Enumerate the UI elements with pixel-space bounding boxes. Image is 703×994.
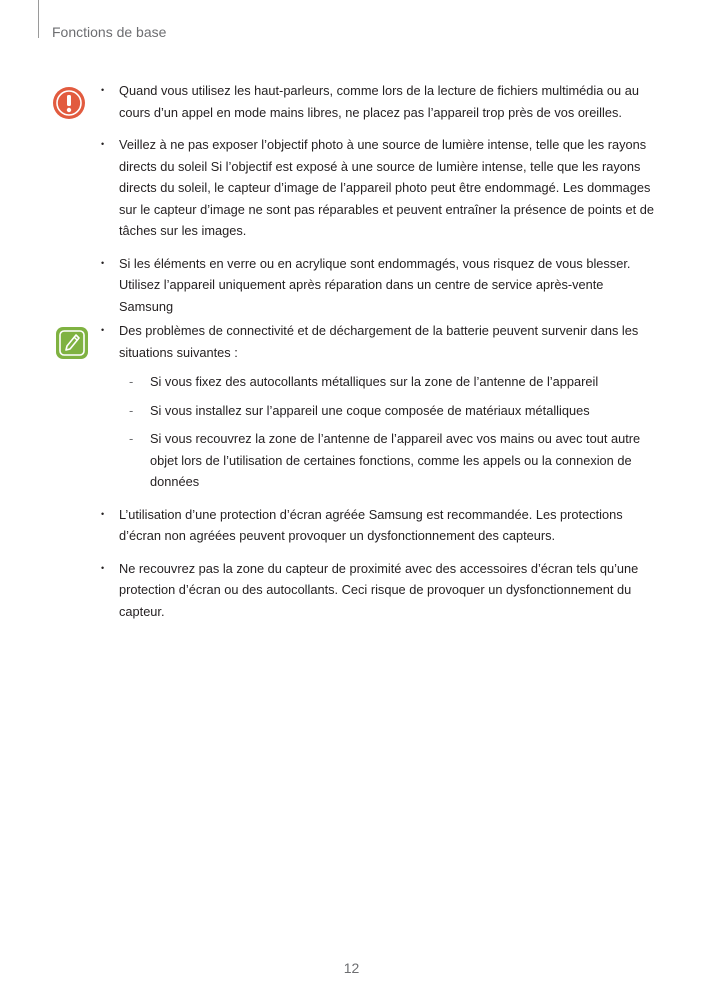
warning-exclamation-icon <box>52 86 86 120</box>
warning-item: • Si les éléments en verre ou en acrylique sont endommagés, vous risquez de vous blesser. Utilisez l’appareil uniquement après réparation dans un centre de service après-vente Samsung <box>101 253 661 318</box>
note-subitem: - Si vous recouvrez la zone de l’antenne de l’appareil avec vos mains ou avec tout autre objet lors de l’utilisation de certaines fonctions, comme les appels ou la connexion de données <box>119 428 661 493</box>
note-sublist <box>119 371 661 493</box>
note-subitem: - Si vous fixez des autocollants métalliques sur la zone de l’antenne de l’appareil <box>119 371 661 393</box>
header-rule <box>38 0 39 38</box>
section-title: Fonctions de base <box>52 24 167 40</box>
warning-list <box>101 80 661 328</box>
note-item: • L’utilisation d’une protection d’écran agréée Samsung est recommandée. Les protections d’écran non agréées peuvent provoquer un dysfonctionnement des capteurs. <box>101 504 661 547</box>
warning-item: • Veillez à ne pas exposer l’objectif photo à une source de lumière intense, telle que les rayons directs du soleil Si l’objectif est exposé à une source de lumière intense, telle que les rayons directs du soleil, le capteur d’image de l’appareil photo peut être endommagé. Les dommages sur le capteur d’image ne sont pas réparables et peuvent entraîner la présence de points et de tâches sur les images. <box>101 134 661 242</box>
note-item <box>101 320 661 493</box>
page-number: 12 <box>343 960 360 976</box>
warning-item: • Quand vous utilisez les haut-parleurs, comme lors de la lecture de fichiers multimédia ou au cours d’un appel en mode mains libres, ne placez pas l’appareil trop près de vos oreilles. <box>101 80 661 123</box>
note-pencil-icon <box>55 326 89 360</box>
note-list <box>101 320 661 633</box>
note-item-intro: Des problèmes de connectivité et de déchargement de la batterie peuvent survenir dans les situations suivantes : <box>119 323 639 360</box>
note-item: • Ne recouvrez pas la zone du capteur de proximité avec des accessoires d’écran tels qu’une protection d’écran ou des autocollants. Ceci risque de provoquer un dysfonctionnement du capteur. <box>101 558 661 623</box>
note-subitem: - Si vous installez sur l’appareil une coque composée de matériaux métalliques <box>119 400 661 422</box>
